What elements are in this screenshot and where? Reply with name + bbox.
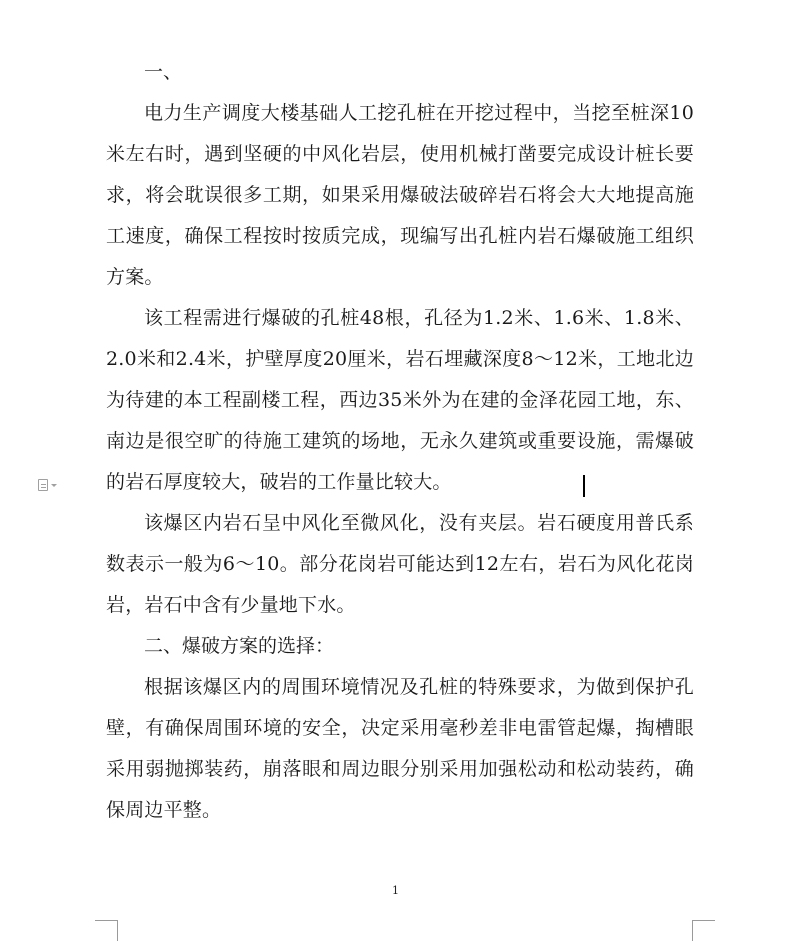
crop-mark-left [95, 920, 118, 941]
page-number: 1 [392, 884, 399, 897]
crop-mark-right [692, 920, 715, 941]
paragraph-4[interactable]: 根据该爆区内的周围环境情况及孔桩的特殊要求，为做到保护孔壁，有确保周围环境的安全，决定采用毫秒差非电雷管起爆，掏槽眼采用弱抛掷装药，崩落眼和周边眼分别采用加强松动和松动装药，确保周边平整。 [106, 676, 694, 821]
section-heading-2: 二、爆破方案的选择： [144, 635, 335, 657]
paragraph-options-icon[interactable] [38, 478, 64, 492]
chevron-down-icon [51, 484, 57, 487]
document-icon [38, 479, 48, 491]
document-body[interactable] [106, 52, 694, 831]
paragraph-2[interactable]: 该工程需进行爆破的孔桩48根，孔径为1.2米、1.6米、1.8米、2.0米和2.4米，护壁厚度20厘米，岩石埋藏深度8～12米，工地北边为待建的本工程副楼工程，西边35米外为在建的金泽花园工地，东、南边是很空旷的待施工建筑的场地，无永久建筑或重要设施，需爆破的岩石厚度较大，破岩的工作量比较大。 [106, 307, 694, 493]
paragraph-1[interactable]: 电力生产调度大楼基础人工挖孔桩在开挖过程中，当挖至桩深10米左右时，遇到坚硬的中风化岩层，使用机械打凿要完成设计桩长要求，将会耽误很多工期，如果采用爆破法破碎岩石将会大大地提高施工速度，确保工程按时按质完成，现编写出孔桩内岩石爆破施工组织方案。 [106, 102, 694, 288]
text-cursor [583, 475, 585, 497]
paragraph-3[interactable]: 该爆区内岩石呈中风化至微风化，没有夹层。岩石硬度用普氏系数表示一般为6～10。部分花岗岩可能达到12左右，岩石为风化花岗岩，岩石中含有少量地下水。 [106, 512, 694, 616]
section-heading-1: 一、 [144, 61, 183, 83]
